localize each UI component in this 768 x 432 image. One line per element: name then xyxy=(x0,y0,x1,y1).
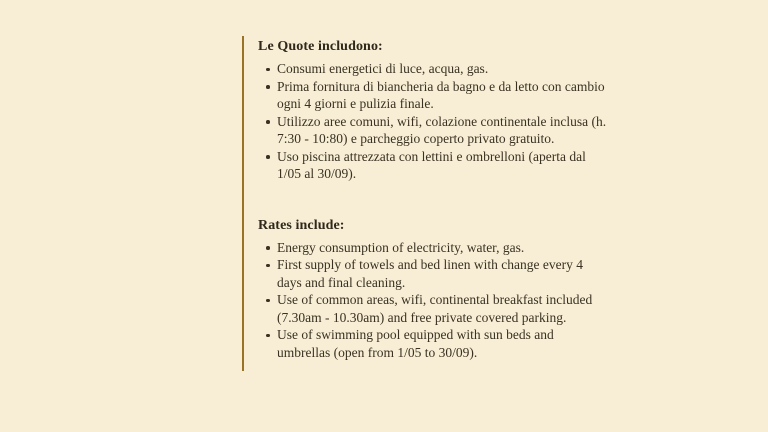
list-item xyxy=(258,113,610,148)
list-item xyxy=(258,239,610,257)
list-item-text: Utilizzo aree comuni, wifi, colazione continentale inclusa (h. 7:30 - 10:80) e parcheggio coperto privato gratuito. xyxy=(277,113,607,146)
section-italian-quote xyxy=(258,38,620,183)
list-item-text: Prima fornitura di biancheria da bagno e da letto con cambio ogni 4 giorni e pulizia finale. xyxy=(277,78,605,111)
bullet-list-italian xyxy=(258,60,620,183)
section-english-rates xyxy=(258,217,620,362)
list-item-text: Use of swimming pool equipped with sun beds and umbrellas (open from 1/05 to 30/09). xyxy=(277,327,554,360)
bullet-list-english xyxy=(258,239,620,362)
section-title-english: Rates include: xyxy=(258,217,345,233)
list-item xyxy=(258,60,610,78)
list-item xyxy=(258,326,610,361)
list-item-text: Use of common areas, wifi, continental breakfast included (7.30am - 10.30am) and free private covered parking. xyxy=(277,292,593,325)
list-item-text: First supply of towels and bed linen with change every 4 days and final cleaning. xyxy=(277,257,583,290)
list-item xyxy=(258,78,610,113)
list-item xyxy=(258,148,610,183)
list-item-text: Consumi energetici di luce, acqua, gas. xyxy=(277,61,489,76)
list-item-text: Energy consumption of electricity, water, gas. xyxy=(277,239,525,255)
section-title-italian: Le Quote includono: xyxy=(258,39,383,54)
list-item xyxy=(258,256,610,291)
list-item xyxy=(258,291,610,326)
terms-content-block xyxy=(242,36,620,371)
list-item-text: Uso piscina attrezzata con lettini e ombrelloni (aperta dal 1/05 al 30/09). xyxy=(277,148,586,181)
